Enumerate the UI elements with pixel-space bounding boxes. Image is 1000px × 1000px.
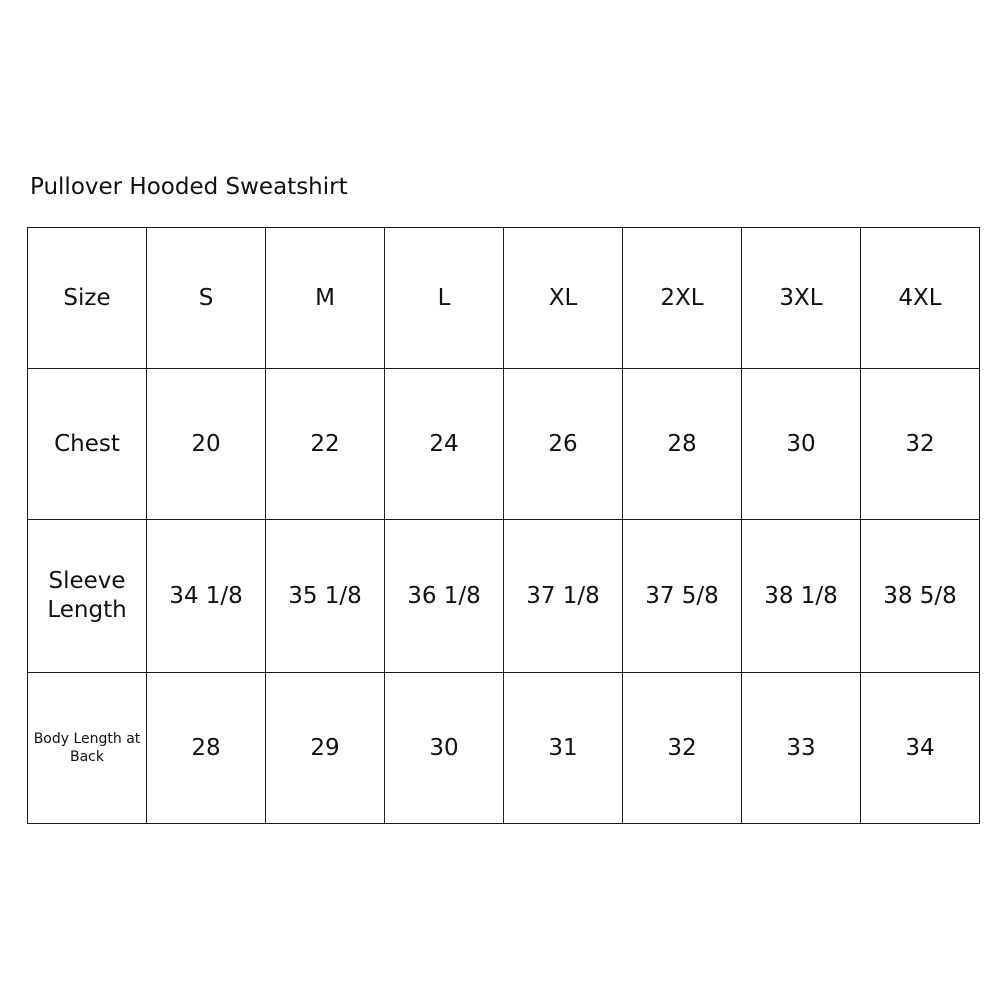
table-header-cell-4xl: 4XL [861,228,980,369]
row-label-chest: Chest [28,369,147,520]
cell-body-length-4xl: 34 [861,673,980,824]
cell-body-length-2xl: 32 [623,673,742,824]
cell-sleeve-length-3xl: 38 1/8 [742,520,861,673]
cell-chest-2xl: 28 [623,369,742,520]
cell-body-length-s: 28 [147,673,266,824]
table-row [28,520,980,673]
cell-sleeve-length-4xl: 38 5/8 [861,520,980,673]
cell-body-length-xl: 31 [504,673,623,824]
cell-sleeve-length-l: 36 1/8 [385,520,504,673]
table-header-cell-size: Size [28,228,147,369]
table-header-row [28,228,980,369]
table-header-cell-m: M [266,228,385,369]
page-title: Pullover Hooded Sweatshirt [30,174,348,200]
cell-chest-s: 20 [147,369,266,520]
table-header-cell-l: L [385,228,504,369]
table-header-cell-s: S [147,228,266,369]
size-chart-table [27,227,980,824]
cell-chest-xl: 26 [504,369,623,520]
table-header-cell-2xl: 2XL [623,228,742,369]
row-label-sleeve-length: Sleeve Length [28,520,147,673]
cell-chest-4xl: 32 [861,369,980,520]
cell-body-length-m: 29 [266,673,385,824]
table-header-cell-xl: XL [504,228,623,369]
cell-sleeve-length-xl: 37 1/8 [504,520,623,673]
row-label-body-length-at-back: Body Length at Back [28,673,147,824]
table-header-cell-3xl: 3XL [742,228,861,369]
cell-chest-l: 24 [385,369,504,520]
cell-body-length-l: 30 [385,673,504,824]
cell-body-length-3xl: 33 [742,673,861,824]
cell-sleeve-length-2xl: 37 5/8 [623,520,742,673]
cell-chest-m: 22 [266,369,385,520]
table-row [28,369,980,520]
table-row [28,673,980,824]
cell-sleeve-length-m: 35 1/8 [266,520,385,673]
cell-chest-3xl: 30 [742,369,861,520]
cell-sleeve-length-s: 34 1/8 [147,520,266,673]
